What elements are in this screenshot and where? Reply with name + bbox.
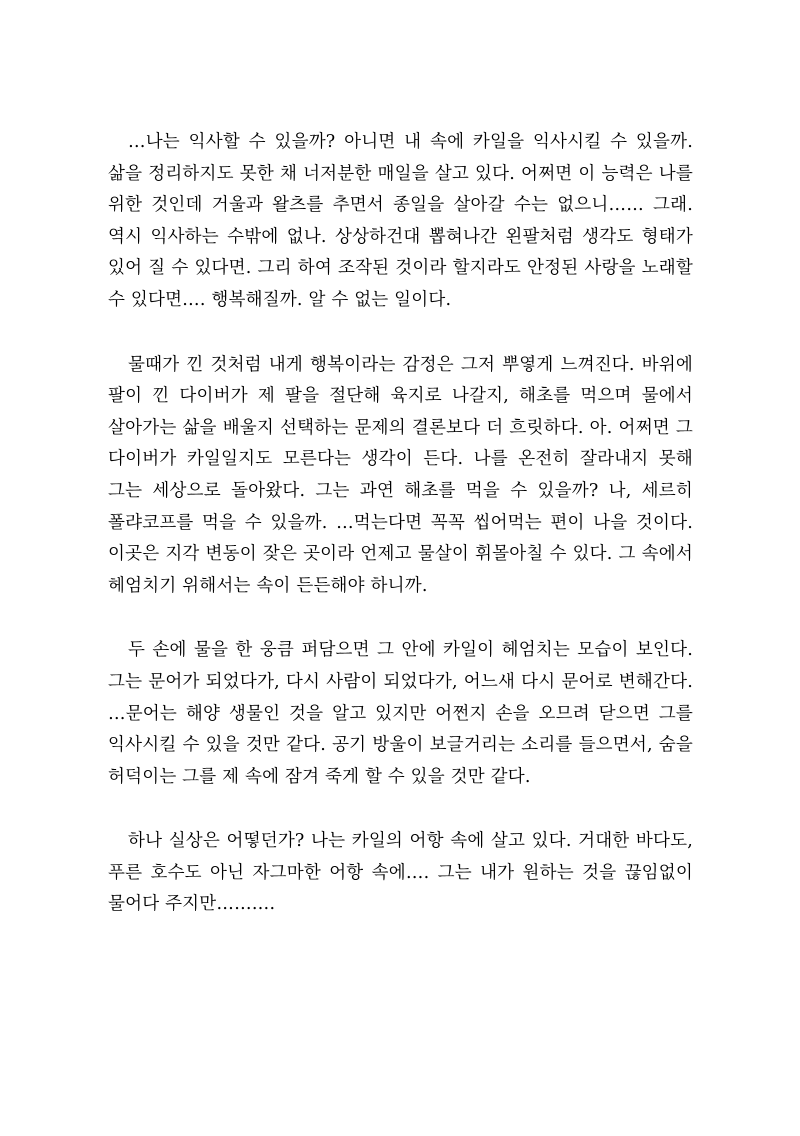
paragraph-1: …나는 익사할 수 있을까? 아니면 내 속에 카일을 익사시킬 수 있을까. 삶을 정리하지도 못한 채 너저분한 매일을 살고 있다. 어쩌면 이 능력은 나를 위한 것인데 거울과 왈츠를 추면서 종일을 살아갈 수는 없으니…… 그래. 역시 익사하는 수밖에 없나. 상상하건대 뽑혀나간 왼팔처럼 생각도 형태가 있어 질 수 있다면. 그리 하여 조작된 것이라 할지라도 안정된 사랑을 노래할 수 있다면…. 행복해질까. 알 수 없는 일이다. — [108, 132, 693, 310]
document-page — [108, 127, 693, 921]
paragraph-2: 물때가 낀 것처럼 내게 행복이라는 감정은 그저 뿌옇게 느껴진다. 바위에 팔이 낀 다이버가 제 팔을 절단해 육지로 나갈지, 해초를 먹으며 물에서 살아가는 삶을 배울지 선택하는 문제의 결론보다 더 흐릿하다. 아. 어쩌면 그 다이버가 카일일지도 모른다는 생각이 든다. 나를 온전히 잘라내지 못해 그는 세상으로 돌아왔다. 그는 과연 해초를 먹을 수 있을까? 나, 세르히 폴랴코프를 먹을 수 있을까. …먹는다면 꼭꼭 씹어먹는 편이 나을 것이다. 이곳은 지각 변동이 잦은 곳이라 언제고 물살이 휘몰아칠 수 있다. 그 속에서 헤엄치기 위해서는 속이 든든해야 하니까. — [108, 354, 693, 596]
paragraph-3: 두 손에 물을 한 웅큼 퍼담으면 그 안에 카일이 헤엄치는 모습이 보인다. 그는 문어가 되었다가, 다시 사람이 되었다가, 어느새 다시 문어로 변해간다. …문어는 해양 생물인 것을 알고 있지만 어쩐지 손을 오므려 닫으면 그를 익사시킬 수 있을 것만 같다. 공기 방울이 보글거리는 소리를 들으면서, 숨을 허덕이는 그를 제 속에 잠겨 죽게 할 수 있을 것만 같다. — [108, 640, 693, 787]
paragraph-4: 하나 실상은 어떻던가? 나는 카일의 어항 속에 살고 있다. 거대한 바다도, 푸른 호수도 아닌 자그마한 어항 속에…. 그는 내가 원하는 것을 끊임없이 물어다 주지만………. — [108, 831, 693, 915]
